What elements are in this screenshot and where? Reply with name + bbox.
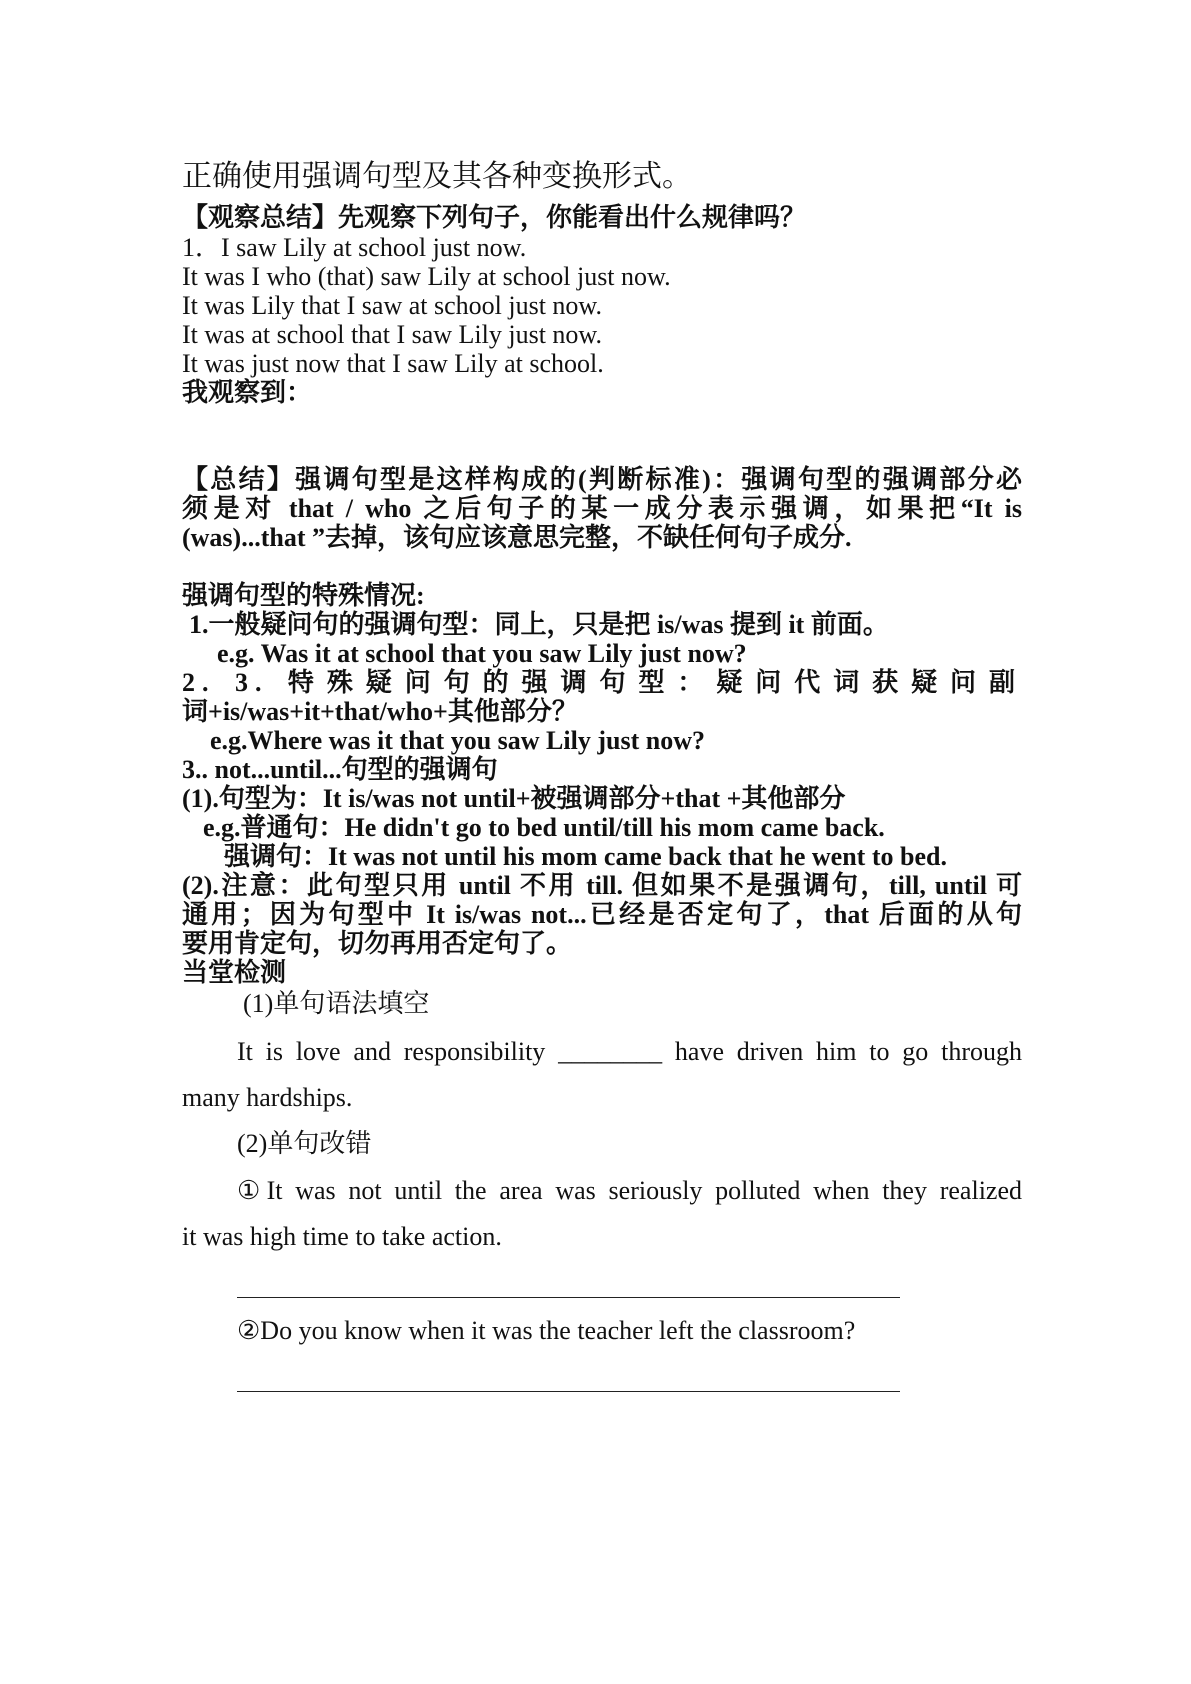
page-title: 正确使用强调句型及其各种变换形式。: [182, 160, 692, 193]
special-item-2-line-1: 2. 3. 特殊疑问句的强调句型：疑问代词获疑问副: [182, 668, 1022, 697]
special-item-1: 1.一般疑问句的强调句型：同上，只是把 is/was 提到 it 前面。: [189, 610, 889, 639]
question-2-line-1: ①It was not until the area was seriously polluted when they realized: [237, 1176, 1022, 1205]
special-heading: 强调句型的特殊情况:: [182, 581, 425, 610]
special-item-3-2-line-2: 通用；因为句型中 It is/was not...已经是否定句了，that 后面的从句: [182, 900, 1022, 929]
special-item-3-2-line-1: (2).注意：此句型只用 until 不用 till. 但如果不是强调句，till, until 可: [182, 871, 1022, 900]
question-1-line-1: It is love and responsibility ________ have driven him to go through: [237, 1037, 1022, 1066]
summary-line-2: 须是对 that / who 之后句子的某一成分表示强调，如果把“It is: [182, 494, 1022, 523]
question-3: ②Do you know when it was the teacher left the classroom?: [237, 1316, 856, 1345]
observe-heading: 【观察总结】先观察下列句子，你能看出什么规律吗？: [182, 203, 807, 232]
question-1-line-2: many hardships.: [182, 1083, 353, 1112]
answer-line-1[interactable]: [237, 1297, 900, 1298]
special-item-2-example: e.g.Where was it that you saw Lily just now?: [210, 726, 705, 755]
special-item-3-1-example-1: e.g.普通句：He didn't go to bed until/till his mom came back.: [203, 813, 885, 842]
example-line-3: It was Lily that I saw at school just now.: [182, 291, 603, 320]
special-item-3-1-example-2: 强调句：It was not until his mom came back that he went to bed.: [224, 842, 947, 871]
example-line-4: It was at school that I saw Lily just now.: [182, 320, 603, 349]
special-item-3-2-line-3: 要用肯定句，切勿再用否定句了。: [182, 929, 573, 958]
special-item-1-example: e.g. Was it at school that you saw Lily just now?: [217, 639, 747, 668]
special-item-3-1: (1).句型为：It is/was not until+被强调部分+that +其他部分: [182, 784, 846, 813]
summary-line-3: (was)...that ”去掉，该句应该意思完整，不缺任何句子成分.: [182, 523, 852, 552]
example-line-1: 1．I saw Lily at school just now.: [182, 233, 527, 262]
part-1-label: (1)单句语法填空: [243, 989, 430, 1018]
special-item-2-line-2: 词+is/was+it+that/who+其他部分？: [182, 697, 578, 726]
check-heading: 当堂检测: [182, 958, 287, 987]
question-2-line-2: it was high time to take action.: [182, 1222, 502, 1251]
part-2-label: (2)单句改错: [237, 1129, 372, 1158]
observed-label: 我观察到：: [182, 378, 313, 407]
example-line-5: It was just now that I saw Lily at school.: [182, 349, 604, 378]
special-item-3: 3.. not...until...句型的强调句: [182, 755, 498, 784]
answer-line-2[interactable]: [237, 1391, 900, 1392]
summary-line-1: 【总结】强调句型是这样构成的(判断标准)：强调句型的强调部分必: [182, 465, 1022, 494]
example-line-2: It was I who (that) saw Lily at school just now.: [182, 262, 671, 291]
